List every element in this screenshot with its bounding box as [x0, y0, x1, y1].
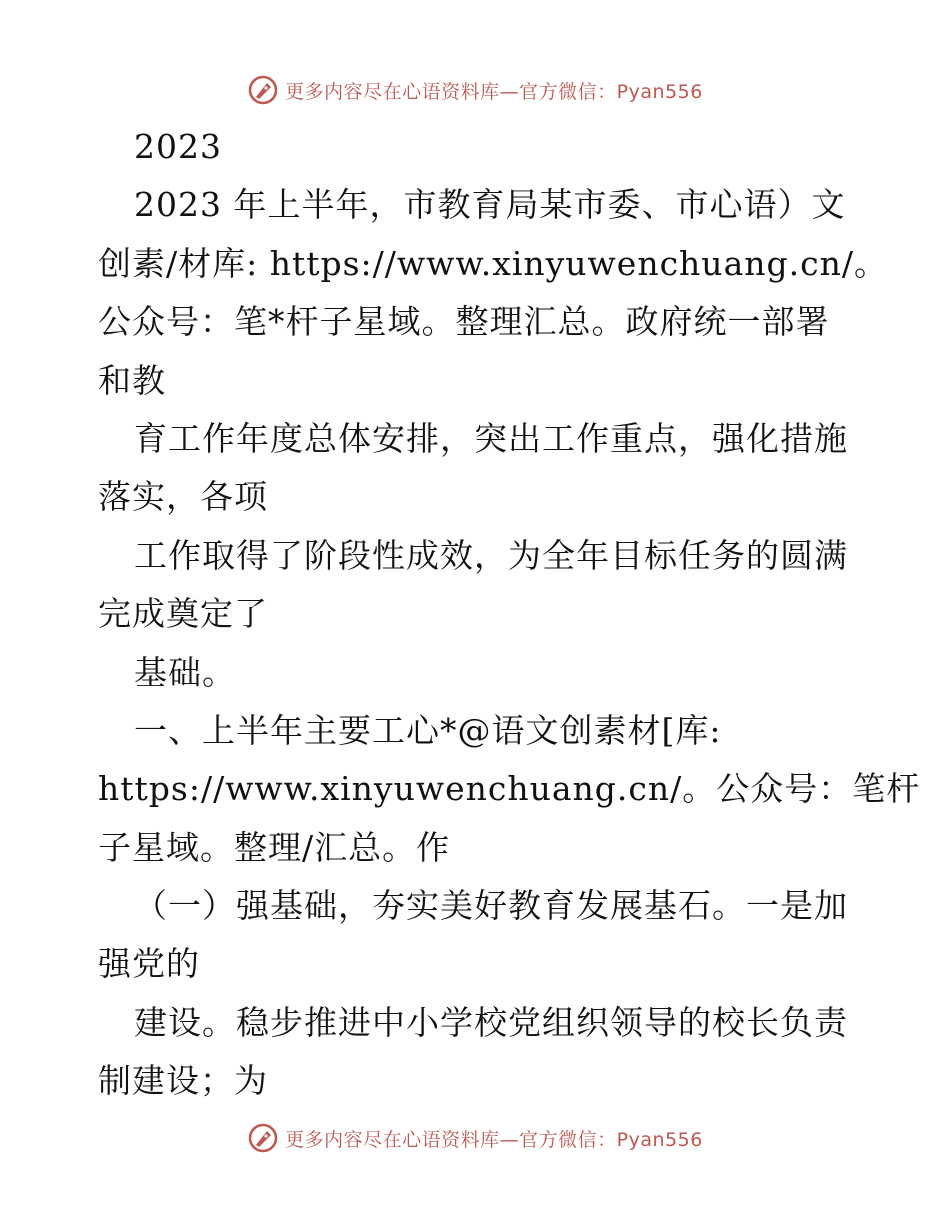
- body-line: 2023: [134, 127, 222, 166]
- body-line: https://www.xinyuwenchuang.cn/。公众号：笔杆: [98, 769, 921, 809]
- body-line: 创素/材库: https://www.xinyuwenchuang.cn/。: [98, 243, 888, 283]
- pen-nib-logo-icon: [247, 74, 279, 106]
- body-line: （一）强基础，夯实美好教育发展基石。一是加: [134, 886, 848, 926]
- body-line: 基础。: [134, 652, 236, 692]
- body-line: 2023 年上半年，市教育局某市委、市心语）文: [134, 185, 846, 225]
- body-line: 育工作年度总体安排，突出工作重点，强化措施: [134, 418, 848, 458]
- body-line: 公众号：笔*杆子星域。整理汇总。政府统一部署: [98, 302, 830, 342]
- footer-watermark-text: 更多内容尽在心语资料库—官方微信：Pyan556: [285, 1128, 703, 1151]
- body-line: 完成奠定了: [98, 594, 268, 634]
- body-line: 和教: [98, 360, 166, 400]
- pen-nib-logo-icon: [247, 1122, 279, 1154]
- document-body: [98, 118, 921, 1111]
- body-line: 强党的: [98, 944, 200, 984]
- body-line: 建设。稳步推进中小学校党组织领导的校长负责: [134, 1002, 848, 1042]
- body-line: 制建设；为: [98, 1061, 268, 1101]
- body-line: 工作取得了阶段性成效，为全年目标任务的圆满: [134, 535, 848, 575]
- body-line: 落实，各项: [98, 477, 268, 517]
- body-line: 子星域。整理/汇总。作: [98, 827, 451, 867]
- header-watermark: [0, 70, 950, 110]
- footer-watermark: [0, 1118, 950, 1158]
- body-line: 一、上半年主要工心*@语文创素材[库:: [134, 710, 722, 750]
- header-watermark-text: 更多内容尽在心语资料库—官方微信：Pyan556: [285, 80, 703, 103]
